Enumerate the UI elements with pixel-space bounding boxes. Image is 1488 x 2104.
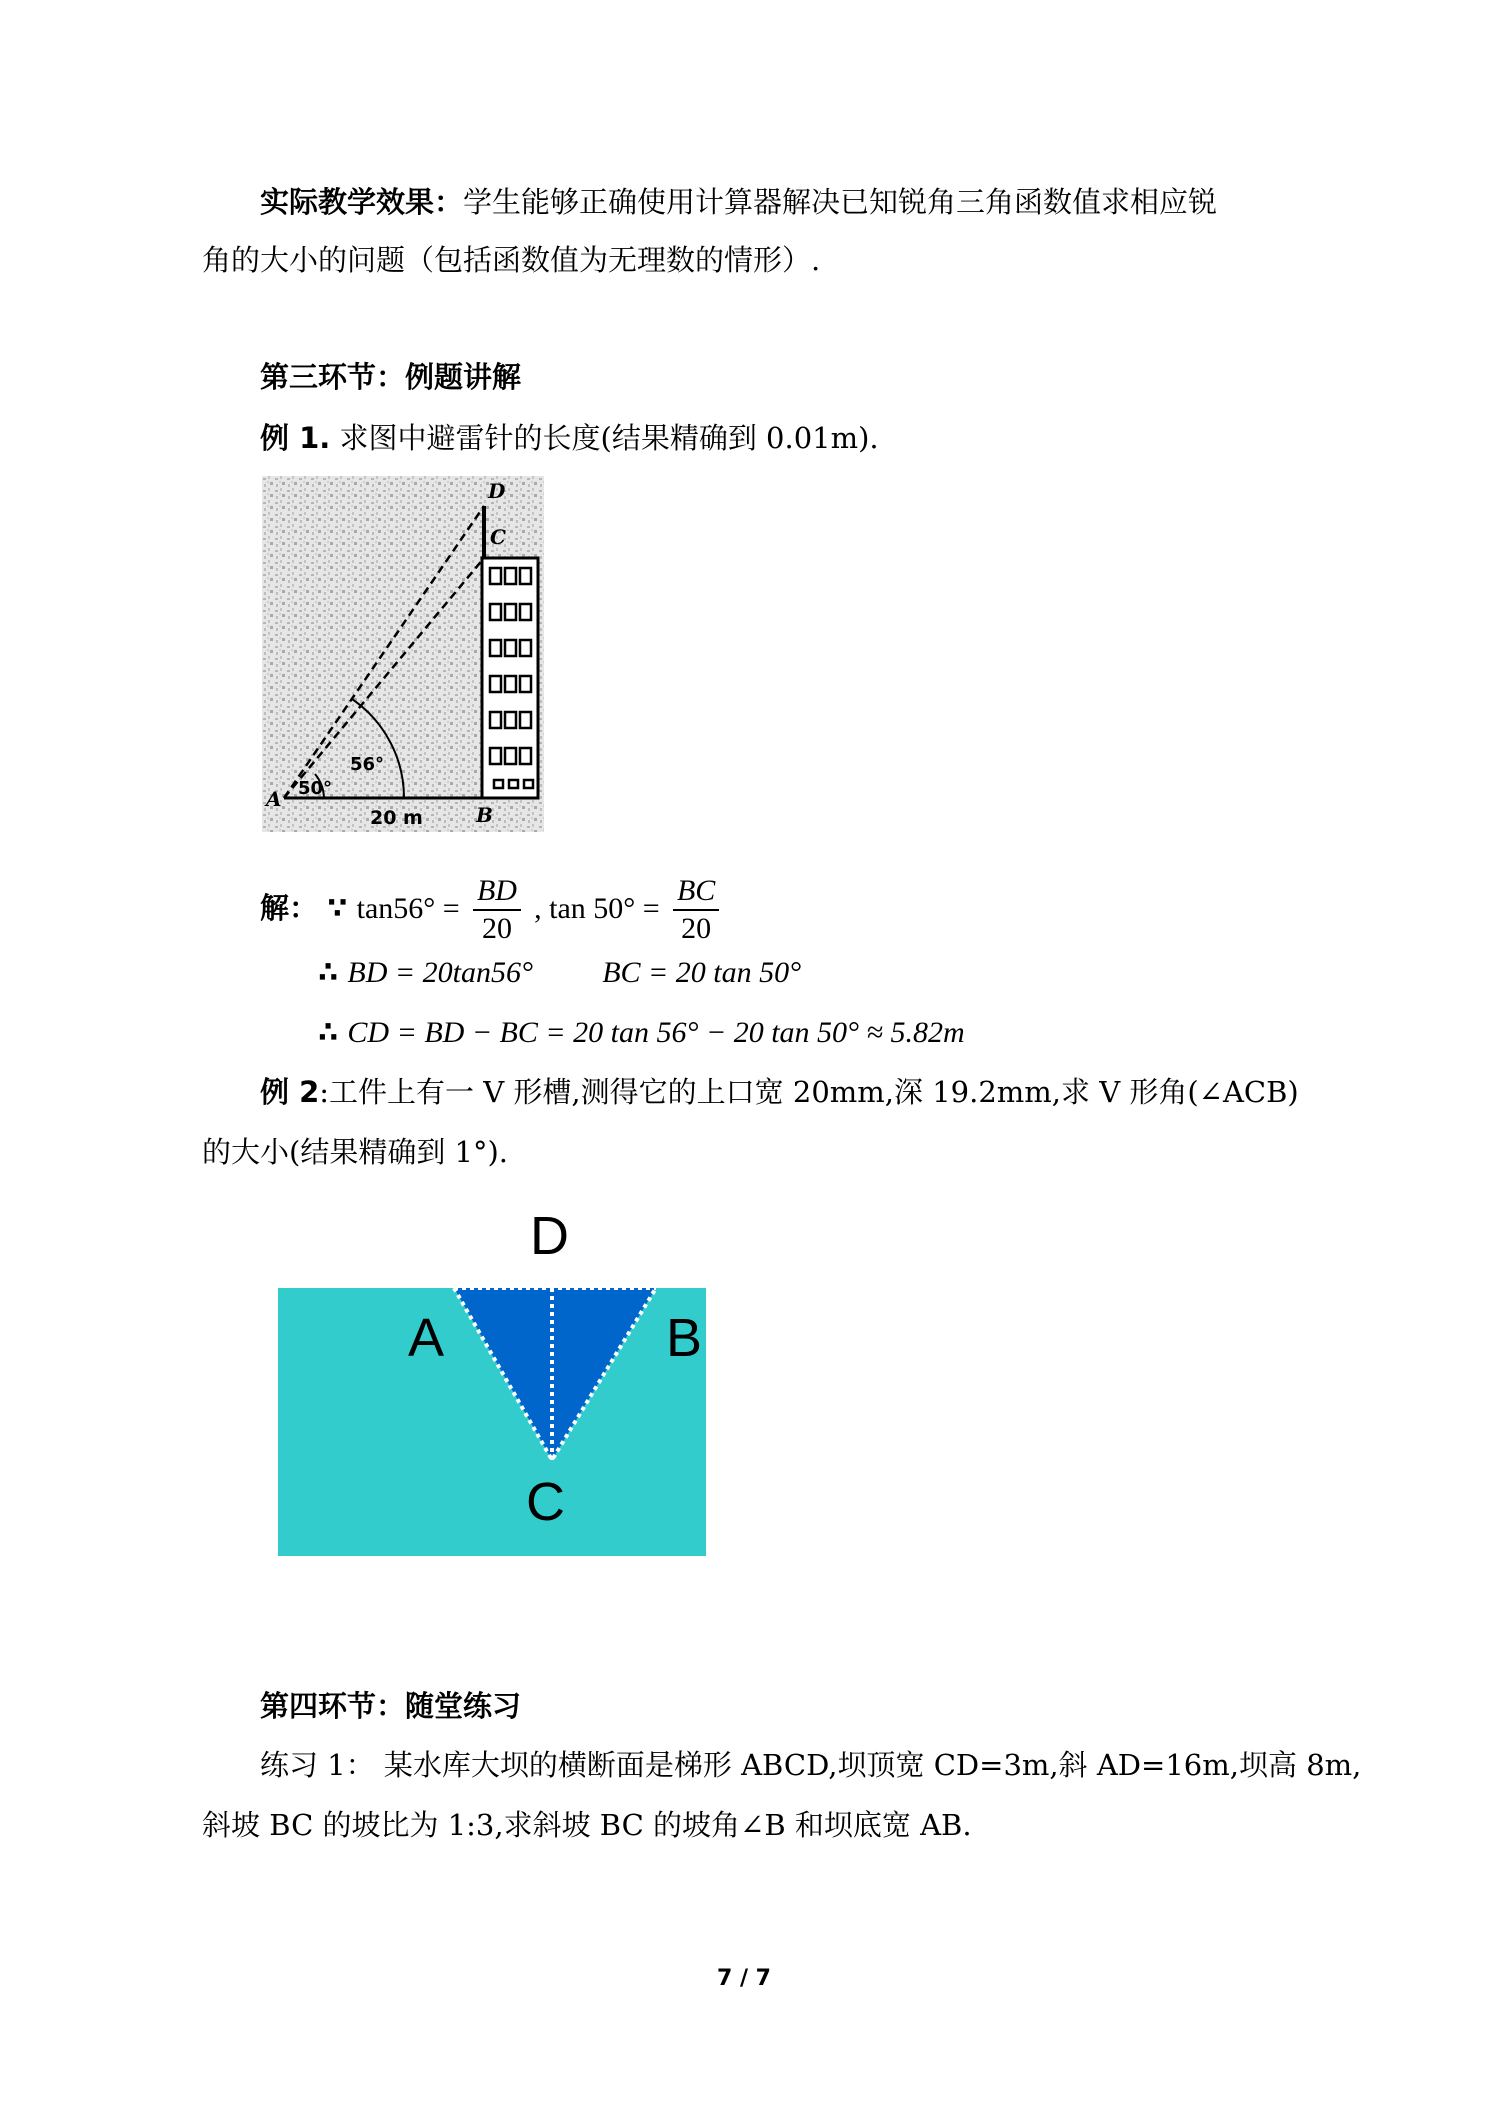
v-point-D-label: D bbox=[530, 1206, 569, 1266]
v-point-C-label: C bbox=[526, 1472, 565, 1532]
solution-label: 解： bbox=[260, 891, 319, 925]
solution-line3 bbox=[318, 1012, 965, 1053]
point-A-label: A bbox=[266, 787, 282, 811]
paragraph-teaching-effect-line1 bbox=[260, 182, 1217, 222]
v-point-A-label: A bbox=[408, 1308, 445, 1368]
angle-56-label: 56° bbox=[350, 754, 385, 775]
line2-BC: BC = 20 tan 50° bbox=[602, 956, 802, 989]
fraction-BC-denominator: 20 bbox=[681, 912, 712, 945]
line3-CD: CD = BD − BC = 20 tan 56° − 20 tan 50° ≈ 5.82m bbox=[347, 1016, 965, 1049]
v-groove-figure bbox=[278, 1200, 708, 1568]
fraction-BC-20 bbox=[673, 873, 719, 947]
paragraph-teaching-effect-line2: 角的大小的问题（包括函数值为无理数的情形）. bbox=[202, 243, 821, 277]
teaching-effect-text1: 学生能够正确使用计算器解决已知锐角三角函数值求相应锐 bbox=[463, 185, 1218, 219]
angle-50-label: 50° bbox=[298, 778, 333, 799]
therefore-symbol-1: ∴ bbox=[318, 955, 339, 989]
therefore-symbol-2: ∴ bbox=[318, 1015, 339, 1049]
fraction-BD-denominator: 20 bbox=[481, 912, 512, 945]
point-B-label: B bbox=[476, 803, 493, 827]
line2-BD: BD = 20tan56° bbox=[347, 956, 533, 989]
example2-text1: :工件上有一 V 形槽,测得它的上口宽 20mm,深 19.2mm,求 V 形角(∠ACB) bbox=[319, 1075, 1299, 1109]
solution-line1 bbox=[260, 868, 723, 948]
solution-line2 bbox=[318, 952, 801, 993]
section-title-3: 第三环节：例题讲解 bbox=[260, 360, 522, 394]
fraction-BD-numerator: BD bbox=[473, 873, 521, 911]
exercise1-line2: 斜坡 BC 的坡比为 1:3,求斜坡 BC 的坡角∠B 和坝底宽 AB. bbox=[202, 1808, 972, 1842]
example1-text: 求图中避雷针的长度(结果精确到 0.01m). bbox=[339, 421, 879, 455]
example1-label: 例 1. bbox=[260, 421, 331, 455]
because-symbol: ∵ bbox=[327, 891, 348, 925]
example2-line1 bbox=[260, 1072, 1299, 1112]
point-D-label: D bbox=[488, 479, 506, 503]
example1-line bbox=[260, 418, 879, 458]
point-C-label: C bbox=[490, 525, 506, 549]
fraction-BC-numerator: BC bbox=[673, 873, 719, 911]
eq1-left: tan56° = bbox=[356, 892, 460, 925]
v-point-B-label: B bbox=[666, 1308, 703, 1368]
example2-line2: 的大小(结果精确到 1°). bbox=[202, 1135, 509, 1169]
page-number: 7 / 7 bbox=[717, 1966, 771, 1991]
eq2-left: , tan 50° = bbox=[534, 892, 660, 925]
fraction-BD-20 bbox=[473, 873, 521, 947]
teaching-effect-label: 实际教学效果： bbox=[260, 185, 464, 219]
exercise1-line1: 练习 1： 某水库大坝的横断面是梯形 ABCD,坝顶宽 CD=3m,斜 AD=16m,坝高 8m, bbox=[260, 1748, 1362, 1782]
lightning-rod-figure bbox=[262, 476, 544, 832]
example2-label: 例 2 bbox=[260, 1075, 320, 1109]
distance-label: 20 m bbox=[370, 807, 423, 829]
section-title-4: 第四环节：随堂练习 bbox=[260, 1689, 522, 1723]
